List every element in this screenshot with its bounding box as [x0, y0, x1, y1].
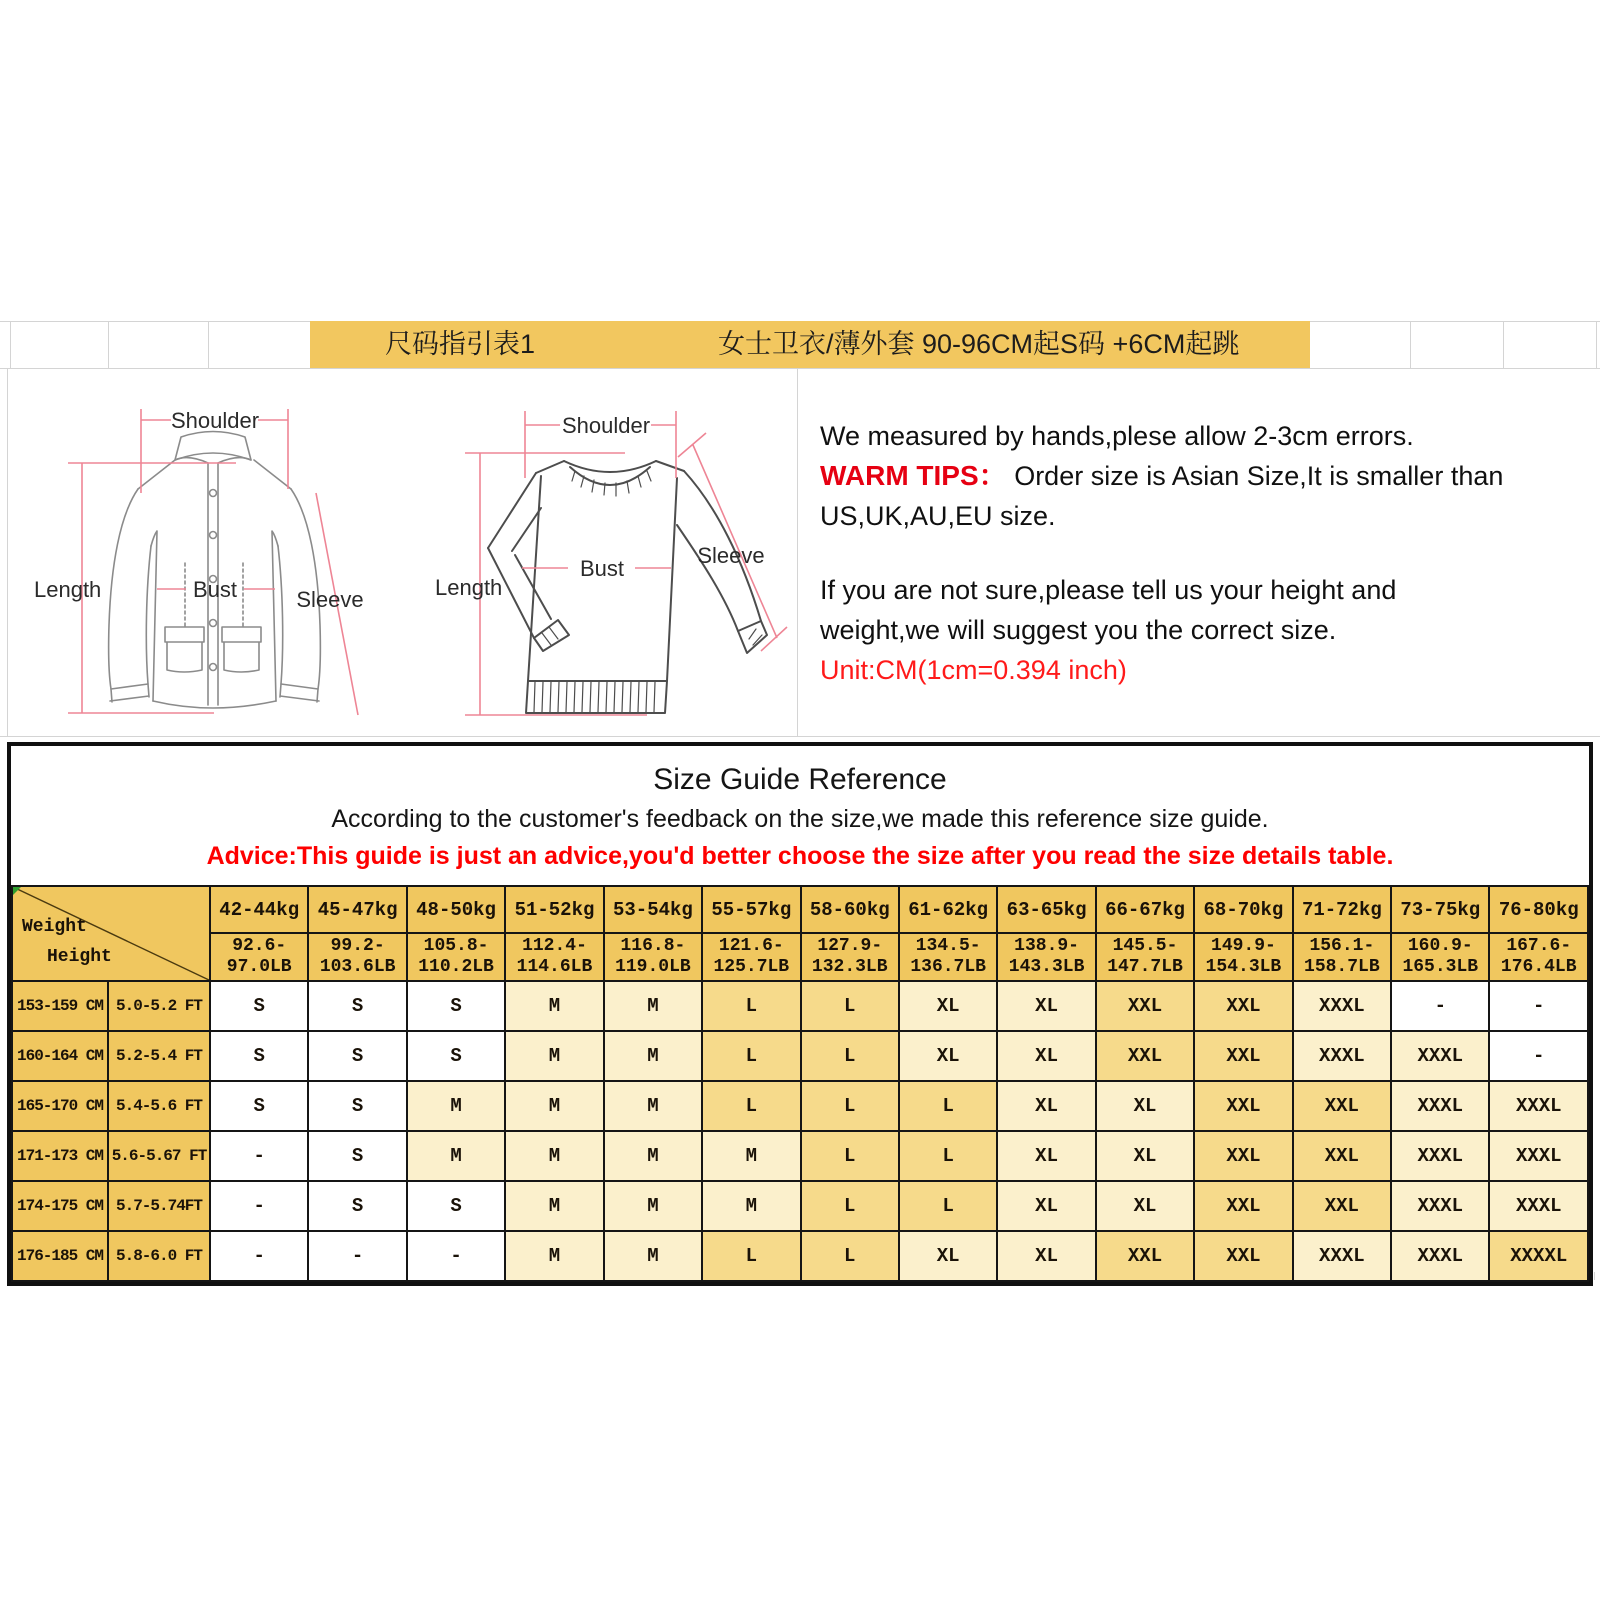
- gridline-v: [1503, 321, 1504, 368]
- jacket-bust-label: Bust: [192, 577, 238, 602]
- size-cell: L: [801, 1131, 899, 1181]
- size-cell: XXL: [1096, 1231, 1194, 1281]
- weight-lb-header: [899, 933, 997, 981]
- size-guide-box: [7, 742, 1593, 1286]
- weight-lb-line1: 99.2-: [330, 936, 385, 956]
- size-cell: M: [604, 1231, 702, 1281]
- size-cell: M: [702, 1131, 800, 1181]
- note-line-1: We measured by hands,plese allow 2-3cm errors.: [820, 421, 1414, 451]
- weight-lb-line1: 156.1-: [1309, 936, 1375, 956]
- size-cell: S: [308, 1081, 406, 1131]
- jacket-length-label: Length: [34, 577, 102, 602]
- weight-lb-line1: 149.9-: [1211, 936, 1276, 956]
- height-ft-header: 5.2-5.4 FT: [108, 1031, 210, 1081]
- weight-kg-header: 53-54kg: [604, 886, 702, 933]
- table-row: [12, 1231, 1588, 1281]
- weight-lb-header: [1096, 933, 1194, 981]
- weight-kg-header: 68-70kg: [1194, 886, 1292, 933]
- gridline-v: [10, 321, 11, 368]
- weight-kg-header: 51-52kg: [505, 886, 603, 933]
- size-cell: XXXL: [1293, 1231, 1391, 1281]
- weight-lb-line2: 110.2LB: [418, 957, 494, 977]
- size-cell: S: [407, 1031, 505, 1081]
- excel-marker-icon: [13, 887, 21, 895]
- size-cell: XXL: [1194, 1231, 1292, 1281]
- size-cell: L: [702, 981, 800, 1031]
- sweater-sleeve-label: Sleeve: [697, 543, 765, 568]
- size-table-body: [12, 886, 1588, 1281]
- size-cell: S: [210, 981, 308, 1031]
- size-cell: S: [407, 981, 505, 1031]
- size-cell: M: [505, 1131, 603, 1181]
- size-cell: L: [702, 1231, 800, 1281]
- size-cell: XXL: [1293, 1131, 1391, 1181]
- size-cell: -: [1489, 981, 1588, 1031]
- size-cell: XXXL: [1293, 1031, 1391, 1081]
- weight-lb-line1: 92.6-: [232, 936, 287, 956]
- weight-lb-line1: 121.6-: [718, 936, 784, 956]
- height-ft-header: 5.6-5.67 FT: [108, 1131, 210, 1181]
- corner-cell: [12, 886, 210, 981]
- weight-lb-line2: 114.6LB: [516, 957, 593, 977]
- weight-lb-line1: 116.8-: [620, 936, 686, 956]
- weight-lb-header: [604, 933, 702, 981]
- sweater-length-label: Length: [435, 575, 503, 600]
- size-cell: XXXL: [1489, 1181, 1588, 1231]
- height-ft-header: 5.0-5.2 FT: [108, 981, 210, 1031]
- size-cell: M: [604, 1131, 702, 1181]
- weight-lb-header: [1194, 933, 1292, 981]
- weight-kg-header: 48-50kg: [407, 886, 505, 933]
- size-cell: XXXL: [1489, 1081, 1588, 1131]
- size-cell: XL: [899, 981, 997, 1031]
- unit-note: Unit:CM(1cm=0.394 inch): [820, 655, 1127, 685]
- size-cell: M: [604, 1031, 702, 1081]
- title-bar-left-label: 尺码指引表1: [385, 329, 536, 359]
- size-cell: L: [899, 1181, 997, 1231]
- size-cell: XL: [997, 1131, 1095, 1181]
- weight-kg-header: 42-44kg: [210, 886, 308, 933]
- weight-lb-header: [210, 933, 308, 981]
- note-line-5: weight,we will suggest you the correct size.: [820, 615, 1337, 645]
- size-cell: XL: [1096, 1131, 1194, 1181]
- size-cell: S: [308, 1031, 406, 1081]
- weight-lb-line1: 145.5-: [1112, 936, 1178, 956]
- size-cell: L: [801, 981, 899, 1031]
- title-bar-right-label: 女士卫衣/薄外套 90-96CM起S码 +6CM起跳: [718, 329, 1240, 359]
- size-cell: XXXL: [1391, 1081, 1489, 1131]
- size-cell: L: [801, 1031, 899, 1081]
- weight-lb-header: [1293, 933, 1391, 981]
- size-cell: L: [899, 1081, 997, 1131]
- weight-kg-header: 63-65kg: [997, 886, 1095, 933]
- size-cell: S: [308, 1131, 406, 1181]
- weight-lb-header: [505, 933, 603, 981]
- size-cell: XXL: [1096, 1031, 1194, 1081]
- size-cell: XXL: [1293, 1081, 1391, 1131]
- size-cell: XL: [997, 1031, 1095, 1081]
- size-cell: S: [308, 981, 406, 1031]
- weight-lb-line1: 112.4-: [522, 936, 587, 956]
- size-cell: XL: [899, 1231, 997, 1281]
- note-line-2: [820, 456, 1560, 496]
- size-cell: XXL: [1293, 1181, 1391, 1231]
- weight-kg-row: [12, 886, 1588, 933]
- size-cell: XXXL: [1391, 1031, 1489, 1081]
- gridline-v: [108, 321, 109, 368]
- jacket-sleeve-label: Sleeve: [296, 587, 364, 612]
- size-cell: XL: [997, 1081, 1095, 1131]
- size-cell: -: [407, 1231, 505, 1281]
- height-cm-header: 174-175 CM: [12, 1181, 108, 1231]
- size-guide-subtitle: According to the customer's feedback on the size,we made this reference size guide.: [331, 805, 1269, 833]
- weight-lb-line2: 119.0LB: [615, 957, 691, 977]
- weight-lb-line2: 136.7LB: [910, 957, 986, 977]
- weight-kg-header: 61-62kg: [899, 886, 997, 933]
- size-cell: XXL: [1194, 1081, 1292, 1131]
- gridline-v: [208, 321, 209, 368]
- weight-lb-line1: 127.9-: [817, 936, 883, 956]
- size-cell: S: [308, 1181, 406, 1231]
- size-cell: S: [210, 1081, 308, 1131]
- weight-lb-line2: 132.3LB: [811, 957, 888, 977]
- size-guide-title: Size Guide Reference: [653, 763, 947, 796]
- sweater-outline: [488, 461, 767, 713]
- warm-tips-text: Order size is Asian Size,It is smaller than: [1014, 461, 1504, 491]
- weight-lb-header: [1489, 933, 1588, 981]
- size-cell: S: [210, 1031, 308, 1081]
- weight-lb-line1: 160.9-: [1407, 936, 1473, 956]
- size-cell: M: [604, 1181, 702, 1231]
- notes-gap: [820, 536, 1560, 570]
- size-cell: XL: [899, 1031, 997, 1081]
- table-row: [12, 1031, 1588, 1081]
- size-cell: M: [505, 981, 603, 1031]
- size-cell: XXL: [1194, 1181, 1292, 1231]
- weight-lb-line2: 125.7LB: [713, 957, 790, 977]
- size-cell: XXXL: [1293, 981, 1391, 1031]
- size-cell: -: [308, 1231, 406, 1281]
- weight-kg-header: 76-80kg: [1489, 886, 1588, 933]
- weight-kg-header: 73-75kg: [1391, 886, 1489, 933]
- sweater-bust-label: Bust: [579, 556, 625, 581]
- gridline-v: [1410, 321, 1411, 368]
- weight-lb-line2: 97.0LB: [226, 957, 292, 977]
- size-cell: XXL: [1194, 1131, 1292, 1181]
- size-cell: M: [505, 1031, 603, 1081]
- height-cm-header: 165-170 CM: [12, 1081, 108, 1131]
- title-bar: [310, 321, 1310, 368]
- corner-height-label: Height: [47, 947, 112, 967]
- size-cell: XXXL: [1391, 1231, 1489, 1281]
- weight-lb-line1: 138.9-: [1014, 936, 1079, 956]
- size-cell: M: [505, 1081, 603, 1131]
- weight-lb-line2: 158.7LB: [1304, 957, 1380, 977]
- size-cell: L: [801, 1231, 899, 1281]
- table-row: [12, 1081, 1588, 1131]
- gridline-v: [797, 368, 798, 736]
- size-cell: L: [702, 1081, 800, 1131]
- weight-lb-line2: 154.3LB: [1205, 957, 1282, 977]
- gridline-v: [1596, 321, 1597, 368]
- size-cell: S: [407, 1181, 505, 1231]
- size-cell: M: [604, 1081, 702, 1131]
- size-cell: -: [1489, 1031, 1588, 1081]
- weight-lb-header: [308, 933, 406, 981]
- size-cell: M: [407, 1081, 505, 1131]
- height-cm-header: 153-159 CM: [12, 981, 108, 1031]
- table-row: [12, 1131, 1588, 1181]
- size-cell: L: [899, 1131, 997, 1181]
- size-cell: XL: [997, 1181, 1095, 1231]
- size-guide-advice: Advice:This guide is just an advice,you'd better choose the size after you read the size details table.: [206, 842, 1394, 870]
- sweater-shoulder-label: Shoulder: [561, 413, 651, 438]
- size-cell: L: [702, 1031, 800, 1081]
- table-row: [12, 1181, 1588, 1231]
- weight-kg-header: 71-72kg: [1293, 886, 1391, 933]
- size-cell: M: [604, 981, 702, 1031]
- size-cell: -: [1391, 981, 1489, 1031]
- weight-kg-header: 58-60kg: [801, 886, 899, 933]
- size-cell: XXL: [1194, 981, 1292, 1031]
- height-ft-header: 5.4-5.6 FT: [108, 1081, 210, 1131]
- weight-lb-line1: 134.5-: [915, 936, 981, 956]
- weight-lb-line2: 143.3LB: [1008, 957, 1085, 977]
- size-cell: M: [407, 1131, 505, 1181]
- weight-kg-header: 55-57kg: [702, 886, 800, 933]
- corner-weight-label: Weight: [22, 917, 87, 937]
- weight-lb-header: [407, 933, 505, 981]
- size-cell: XXL: [1194, 1031, 1292, 1081]
- size-table: [11, 885, 1589, 1282]
- gridline-h: [0, 368, 1600, 369]
- jacket-shoulder-label: Shoulder: [170, 408, 260, 433]
- sweater-measure-labels: [435, 413, 765, 600]
- size-cell: XXXL: [1391, 1131, 1489, 1181]
- size-guide-header: [11, 746, 1589, 885]
- size-cell: L: [801, 1181, 899, 1231]
- size-cell: XXXXL: [1489, 1231, 1588, 1281]
- gridline-h: [0, 736, 1600, 737]
- sweater-diagram: [425, 383, 797, 723]
- jacket-measure-labels: [34, 408, 364, 612]
- size-cell: XL: [997, 981, 1095, 1031]
- size-cell: XXXL: [1391, 1181, 1489, 1231]
- note-line-3: US,UK,AU,EU size.: [820, 501, 1056, 531]
- size-cell: XXL: [1096, 981, 1194, 1031]
- size-cell: -: [210, 1131, 308, 1181]
- gridline-tick: [1594, 1272, 1595, 1280]
- weight-lb-line1: 105.8-: [423, 936, 489, 956]
- gridline-v: [7, 368, 8, 736]
- height-ft-header: 5.7-5.74FT: [108, 1181, 210, 1231]
- note-line-4: If you are not sure,please tell us your height and: [820, 575, 1397, 605]
- measure-notes: [820, 416, 1560, 690]
- height-cm-header: 176-185 CM: [12, 1231, 108, 1281]
- weight-kg-header: 45-47kg: [308, 886, 406, 933]
- size-cell: M: [505, 1181, 603, 1231]
- size-cell: XL: [1096, 1081, 1194, 1131]
- size-cell: -: [210, 1181, 308, 1231]
- height-ft-header: 5.8-6.0 FT: [108, 1231, 210, 1281]
- weight-lb-header: [702, 933, 800, 981]
- weight-lb-line2: 176.4LB: [1500, 957, 1577, 977]
- table-row: [12, 981, 1588, 1031]
- weight-lb-row: [12, 933, 1588, 981]
- size-cell: M: [505, 1231, 603, 1281]
- jacket-diagram: [18, 383, 408, 723]
- warm-tips-label: WARM TIPS：: [820, 460, 1007, 491]
- weight-lb-header: [997, 933, 1095, 981]
- size-cell: M: [702, 1181, 800, 1231]
- weight-kg-header: 66-67kg: [1096, 886, 1194, 933]
- weight-lb-line2: 165.3LB: [1402, 957, 1479, 977]
- size-cell: XL: [997, 1231, 1095, 1281]
- weight-lb-header: [801, 933, 899, 981]
- size-cell: -: [210, 1231, 308, 1281]
- weight-lb-line2: 103.6LB: [319, 957, 396, 977]
- weight-lb-header: [1391, 933, 1489, 981]
- height-cm-header: 171-173 CM: [12, 1131, 108, 1181]
- weight-lb-line2: 147.7LB: [1107, 957, 1183, 977]
- height-cm-header: 160-164 CM: [12, 1031, 108, 1081]
- weight-lb-line1: 167.6-: [1506, 936, 1572, 956]
- size-cell: XL: [1096, 1181, 1194, 1231]
- size-cell: L: [801, 1081, 899, 1131]
- size-cell: XXXL: [1489, 1131, 1588, 1181]
